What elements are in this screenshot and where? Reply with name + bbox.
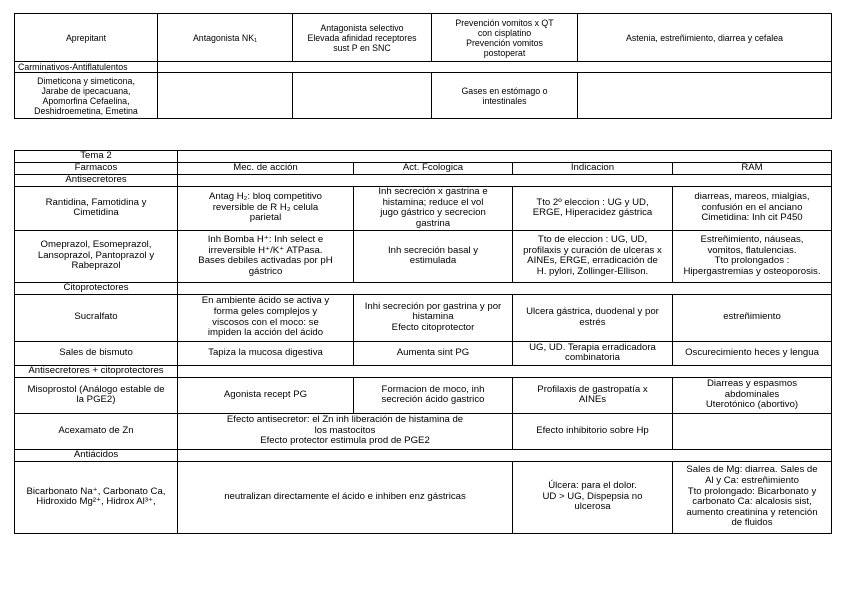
mechanism-cell: Tapiza la mucosa digestiva xyxy=(178,341,354,365)
mechanism-cell: Agonista recept PG xyxy=(178,377,354,413)
action-cell: Inhi secreción por gastrina y por histamina Efecto citoprotector xyxy=(354,294,513,341)
header-indication: Indicacion xyxy=(513,162,673,174)
action-cell xyxy=(293,73,432,119)
ram-cell: Astenia, estreñimiento, diarrea y cefalea xyxy=(578,14,832,62)
topic-fill xyxy=(178,151,832,163)
table-row xyxy=(15,230,832,282)
mechanism-action-cell: Efecto antisecretor: el Zn inh liberación de histamina de los mastocitos Efecto protector estimula prod de PGE2 xyxy=(178,413,513,449)
table-row xyxy=(15,73,832,119)
table-row xyxy=(15,341,832,365)
mechanism-action-cell: neutralizan directamente el ácido e inhiben enz gástricas xyxy=(178,461,513,533)
group-fill xyxy=(178,282,832,294)
group-fill xyxy=(178,449,832,461)
header-drugs: Farmacos xyxy=(15,162,178,174)
group-row xyxy=(15,449,832,461)
group-row xyxy=(15,62,832,73)
indication-cell: Tto de eleccion : UG, UD, profilaxis y curación de ulceras x AINEs, ERGE, erradicación de H. pylori, Zollinger-Ellison. xyxy=(513,230,673,282)
mechanism-cell: Antag H₂: bloq competitivo reversible de R H₂ celula parietal xyxy=(178,186,354,230)
drug-cell: Aprepitant xyxy=(15,14,158,62)
indication-cell: Ulcera gástrica, duodenal y por estrés xyxy=(513,294,673,341)
indication-cell: Úlcera: para el dolor. UD > UG, Dispepsia no ulcerosa xyxy=(513,461,673,533)
drug-cell: Bicarbonato Na⁺, Carbonato Ca, Hidroxido Mg²⁺, Hidrox Al³⁺, xyxy=(15,461,178,533)
group-label: Antisecretores + citoprotectores xyxy=(15,365,178,377)
indication-cell: Tto 2º eleccion : UG y UD, ERGE, Hiperacidez gástrica xyxy=(513,186,673,230)
ram-cell: Oscurecimiento heces y lengua xyxy=(673,341,832,365)
action-cell: Inh secreción basal y estimulada xyxy=(354,230,513,282)
ram-cell: Estreñimiento, náuseas, vomitos, flatulencias. Tto prolongados : Hipergastremias y osteoporosis. xyxy=(673,230,832,282)
group-fill xyxy=(178,174,832,186)
drug-cell: Sucralfato xyxy=(15,294,178,341)
header-mechanism: Mec. de acción xyxy=(178,162,354,174)
antiemetics-table xyxy=(14,13,832,119)
action-cell: Antagonista selectivo Elevada afinidad receptores sust P en SNC xyxy=(293,14,432,62)
indication-cell: Prevención vomitos x QT con cisplatino Prevención vomitos postoperat xyxy=(432,14,578,62)
mechanism-cell: En ambiente ácido se activa y forma geles complejos y viscosos con el moco: se impiden la acción del ácido xyxy=(178,294,354,341)
mechanism-cell: Inh Bomba H⁺: Inh select e irreversible H⁺/K⁺ ATPasa. Bases debiles activadas por pH gástrico xyxy=(178,230,354,282)
header-row xyxy=(15,162,832,174)
indication-cell: UG, UD. Terapia erradicadora combinatoria xyxy=(513,341,673,365)
action-cell: Inh secreción x gastrina e histamina; reduce el vol jugo gástrico y secrecion gastrina xyxy=(354,186,513,230)
drug-cell: Sales de bismuto xyxy=(15,341,178,365)
indication-cell: Gases en estómago o intestinales xyxy=(432,73,578,119)
mechanism-cell xyxy=(158,73,293,119)
group-label: Antiácidos xyxy=(15,449,178,461)
mechanism-cell: Antagonista NK₁ xyxy=(158,14,293,62)
group-label: Antisecretores xyxy=(15,174,178,186)
topic-title: Tema 2 xyxy=(15,151,178,163)
table-row xyxy=(15,186,832,230)
action-cell: Aumenta sint PG xyxy=(354,341,513,365)
drug-cell: Acexamato de Zn xyxy=(15,413,178,449)
table-row xyxy=(15,14,832,62)
drug-cell: Rantidina, Famotidina y Cimetidina xyxy=(15,186,178,230)
table-row xyxy=(15,413,832,449)
gastric-drugs-table xyxy=(14,150,832,534)
group-label: Carminativos-Antiflatulentos xyxy=(15,62,158,73)
drug-cell: Misoprostol (Análogo estable de la PGE2) xyxy=(15,377,178,413)
group-row xyxy=(15,365,832,377)
drug-cell: Dimeticona y simeticona, Jarabe de ipecacuana, Apomorfina Cefaelina, Deshidroemetina, Emetina xyxy=(15,73,158,119)
ram-cell xyxy=(673,413,832,449)
group-label: Citoprotectores xyxy=(15,282,178,294)
ram-cell: Sales de Mg: diarrea. Sales de Al y Ca: estreñimiento Tto prolongado: Bicarbonato y carbonato Ca: alcalosis sist, aumento creatinina y retención de fluidos xyxy=(673,461,832,533)
indication-cell: Efecto inhibitorio sobre Hp xyxy=(513,413,673,449)
ram-cell: diarreas, mareos, mialgias, confusión en el anciano Cimetidina: Inh cit P450 xyxy=(673,186,832,230)
drug-cell: Omeprazol, Esomeprazol, Lansoprazol, Pantoprazol y Rabeprazol xyxy=(15,230,178,282)
header-action: Act. Fcologica xyxy=(354,162,513,174)
indication-cell: Profilaxis de gastropatía x AINEs xyxy=(513,377,673,413)
table-row xyxy=(15,461,832,533)
table-row xyxy=(15,377,832,413)
group-row xyxy=(15,282,832,294)
group-row xyxy=(15,174,832,186)
header-ram: RAM xyxy=(673,162,832,174)
group-fill xyxy=(158,62,832,73)
group-fill xyxy=(178,365,832,377)
table-row xyxy=(15,294,832,341)
ram-cell xyxy=(578,73,832,119)
ram-cell: Diarreas y espasmos abdominales Uterotónico (abortivo) xyxy=(673,377,832,413)
ram-cell: estreñimiento xyxy=(673,294,832,341)
action-cell: Formacion de moco, inh secreción ácido gastrico xyxy=(354,377,513,413)
topic-row xyxy=(15,151,832,163)
